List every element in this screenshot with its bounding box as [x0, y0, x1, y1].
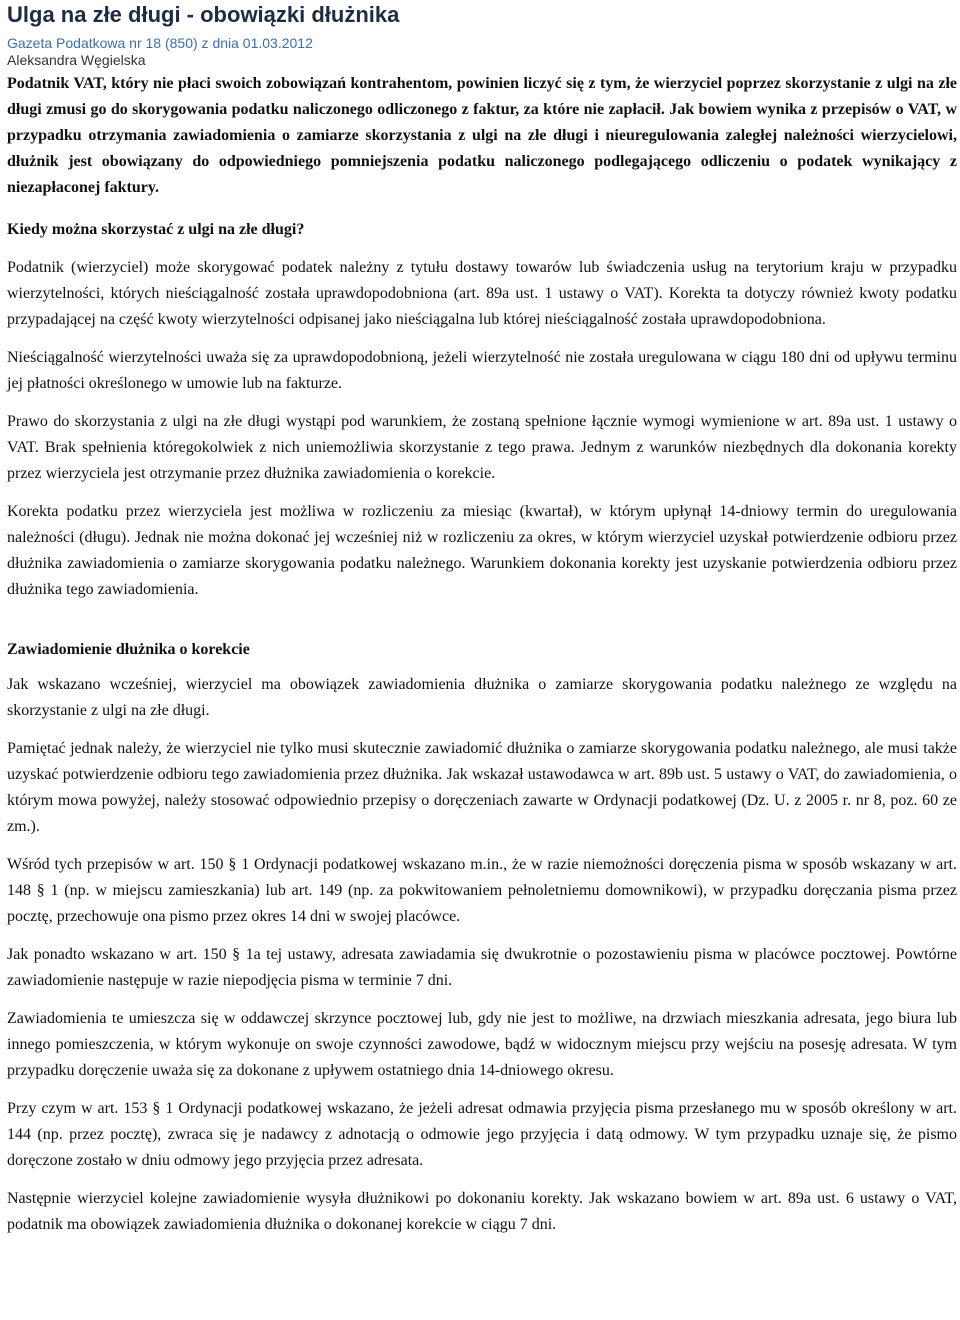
paragraph: Podatnik (wierzyciel) może skorygować podatek należny z tytułu dostawy towarów lub świadczenia usług na terytorium kraju w przypadku wierzytelności, których nieściągalność została uprawdopodobniona (art. 89a ust. 1 ustawy o VAT). Korekta ta dotyczy również kwoty podatku przypadającej na część kwoty wierzytelności odpisanej jako nieściągalna lub której nieściągalność została uprawdopodobniona. [7, 259, 957, 328]
paragraph: Przy czym w art. 153 § 1 Ordynacji podatkowej wskazano, że jeżeli adresat odmawia przyjęcia pisma przesłanego mu w sposób określony w art. 144 (np. przez pocztę), zwraca się je nadawcy z adnotacją o odmowie jego przyjęcia i datą odmowy. W tym przypadku uznaje się, że pismo doręczone zostało w dniu odmowy jego przyjęcia przez adresata. [7, 1100, 957, 1169]
paragraph: Zawiadomienia te umieszcza się w oddawczej skrzynce pocztowej lub, gdy nie jest to możliwe, na drzwiach mieszkania adresata, jego biura lub innego pomieszczenia, w którym wykonuje on swoje czynności zawodowe, bądź w widocznym miejscu przy wejściu na posesję adresata. W tym przypadku doręczenie uważa się za dokonane z upływem ostatniego dnia 14-dniowego okresu. [7, 1010, 957, 1079]
paragraph: Następnie wierzyciel kolejne zawiadomienie wysyła dłużnikowi po dokonaniu korekty. Jak wskazano bowiem w art. 89a ust. 6 ustawy o VAT, podatnik ma obowiązek zawiadomienia dłużnika o dokonanej korekcie w ciągu 7 dni. [7, 1190, 957, 1233]
paragraph: Wśród tych przepisów w art. 150 § 1 Ordynacji podatkowej wskazano m.in., że w razie niemożności doręczenia pisma w sposób wskazany w art. 148 § 1 (np. w miejscu zamieszkania) lub art. 149 (np. za pokwitowaniem pełnoletniemu domownikowi), w przypadku doręczania pisma przez pocztę, przechowuje ona pismo przez okres 14 dni w swojej placówce. [7, 856, 957, 925]
article-title: Ulga na złe długi - obowiązki dłużnika [7, 2, 400, 27]
article [7, 0, 957, 1238]
source-link[interactable]: Gazeta Podatkowa nr 18 (850) z dnia 01.03.2012 [7, 35, 313, 51]
lead-paragraph: Podatnik VAT, który nie płaci swoich zobowiązań kontrahentom, powinien liczyć się z tym, że wierzyciel poprzez skorzystanie z ulgi na złe długi zmusi go do skorygowania podatku naliczonego odliczonego z faktur, za które nie zapłacił. Jak bowiem wynika z przepisów o VAT, w przypadku otrzymania zawiadomienia o zamiarze skorzystania z ulgi na złe długi i nieuregulowania zaległej należności wierzycielowi, dłużnik jest obowiązany do odpowiedniego pomniejszenia podatku naliczonego podlegającego odliczeniu o podatek wynikający z niezapłaconej faktury. [7, 75, 957, 196]
paragraph: Korekta podatku przez wierzyciela jest możliwa w rozliczeniu za miesiąc (kwartał), w którym upłynął 14-dniowy termin do uregulowania należności (długu). Jednak nie można dokonać jej wcześniej niż w rozliczeniu za okres, w którym wierzyciel uzyskał potwierdzenie odbioru przez dłużnika zawiadomienia o zamiarze skorygowania podatku należnego. Warunkiem dokonania korekty jest uzyskanie potwierdzenia odbioru przez dłużnika tego zawiadomienia. [7, 503, 957, 598]
paragraph: Jak wskazano wcześniej, wierzyciel ma obowiązek zawiadomienia dłużnika o zamiarze skorygowania podatku należnego ze względu na skorzystanie z ulgi na złe długi. [7, 676, 957, 719]
paragraph: Prawo do skorzystania z ulgi na złe długi wystąpi pod warunkiem, że zostaną spełnione łącznie wymogi wymienione w art. 89a ust. 1 ustawy o VAT. Brak spełnienia któregokolwiek z nich uniemożliwia skorzystanie z tego prawa. Jednym z warunków niezbędnych dla dokonania korekty przez wierzyciela jest otrzymanie przez dłużnika zawiadomienia o korekcie. [7, 413, 957, 482]
paragraph: Jak ponadto wskazano w art. 150 § 1a tej ustawy, adresata zawiadamia się dwukrotnie o pozostawieniu pisma w placówce pocztowej. Powtórne zawiadomienie następuje w razie niepodjęcia pisma w terminie 7 dni. [7, 946, 957, 989]
article-body [7, 71, 957, 1238]
section-heading: Kiedy można skorzystać z ulgi na złe długi? [7, 221, 305, 238]
paragraph: Nieściągalność wierzytelności uważa się za uprawdopodobnioną, jeżeli wierzytelność nie została uregulowana w ciągu 180 dni od upływu terminu jej płatności określonego w umowie lub na fakturze. [7, 349, 957, 392]
author-name: Aleksandra Węgielska [7, 52, 146, 68]
paragraph: Pamiętać jednak należy, że wierzyciel nie tylko musi skutecznie zawiadomić dłużnika o zamiarze skorygowania podatku należnego, ale musi także uzyskać potwierdzenie odbioru tego zawiadomienia przez dłużnika. Jak wskazał ustawodawca w art. 89b ust. 5 ustawy o VAT, do zawiadomienia, o którym mowa powyżej, należy stosować odpowiednio przepisy o doręczeniach zawarte w Ordynacji podatkowej (Dz. U. z 2005 r. nr 8, poz. 60 ze zm.). [7, 740, 957, 835]
section-heading: Zawiadomienie dłużnika o korekcie [7, 641, 250, 658]
